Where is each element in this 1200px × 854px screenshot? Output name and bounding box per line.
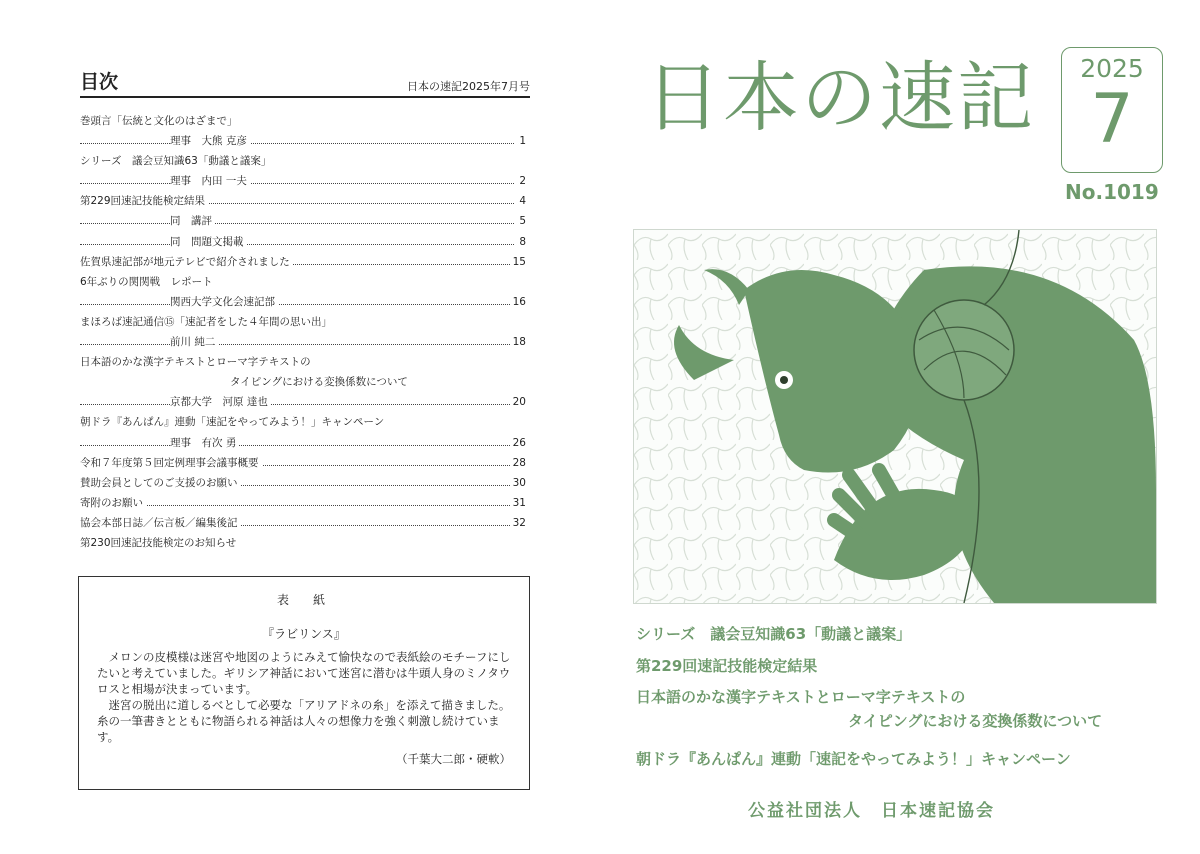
toc-entry-page: 16 — [510, 292, 526, 312]
toc-entry-title: シリーズ 議会豆知識63「動議と議案」 — [80, 151, 274, 171]
publisher-name: 公益社団法人 日本速記協会 — [748, 801, 995, 821]
toc-entry — [80, 232, 526, 252]
toc-entry-title: まほろば速記通信⑮「速記者をした４年間の思い出」 — [80, 312, 335, 332]
toc-entry-title: 同 講評 — [170, 211, 215, 231]
toc-entry-title: 令和７年度第５回定例理事会議事概要 — [80, 453, 262, 473]
cover-note-paragraph: メロンの皮模様は迷宮や地図のようにみえて愉快なので表紙絵のモチーフにしたいと考えていました。ギリシア神話において迷宮に潜むは牛頭人身のミノタウロスと相場が決まっています。 — [97, 650, 511, 696]
toc-entry — [80, 111, 526, 131]
toc-entry — [80, 473, 526, 493]
toc-entry-page: 20 — [510, 392, 526, 412]
toc-entry — [80, 171, 526, 191]
toc-entry-page: 8 — [516, 232, 526, 252]
toc-entry-title: 巻頭言「伝統と文化のはざまで」 — [80, 111, 241, 131]
cover-illustration — [633, 229, 1157, 604]
cover-headline: シリーズ 議会豆知識63「動議と議案」 — [636, 625, 912, 643]
toc-entry — [80, 533, 526, 553]
toc-entry-title: 佐賀県速記部が地元テレビで紹介されました — [80, 252, 293, 272]
cover-note-subtitle: 『ラビリンス』 — [262, 627, 346, 641]
toc-entry-page: 18 — [510, 332, 526, 352]
toc-entry-title: 第230回速記技能検定のお知らせ — [80, 533, 239, 553]
toc-entry-page: 2 — [516, 171, 526, 191]
toc-entry-title: 理事 有次 勇 — [170, 433, 239, 453]
toc-entry — [80, 211, 526, 231]
cover-note-credit: （千葉大二郎・硬軟） — [396, 752, 511, 766]
minotaur-illustration — [634, 230, 1156, 603]
toc-entry-title: 朝ドラ『あんぱん』連動「速記をやってみよう！」キャンペーン — [80, 412, 387, 432]
cover-headline: タイピングにおける変換係数について — [848, 712, 1103, 730]
issue-year: 2025 — [1080, 54, 1144, 83]
toc-entry-title: 前川 純二 — [170, 332, 218, 352]
toc-entry — [80, 312, 526, 332]
toc-entry-title: 理事 大熊 克彦 — [170, 131, 250, 151]
toc-entry — [80, 191, 526, 211]
toc-entry-title: 第229回速記技能検定結果 — [80, 191, 208, 211]
cover-note-heading: 表 紙 — [276, 593, 331, 607]
toc-entry — [80, 332, 526, 352]
toc-entry-page: 5 — [516, 211, 526, 231]
magazine-title: 日本の速記 — [645, 53, 1035, 142]
issue-month: 7 — [1090, 80, 1134, 159]
toc-entry — [80, 392, 526, 412]
toc-entry — [80, 453, 526, 473]
toc-entry — [80, 352, 526, 372]
issue-number: No.1019 — [1065, 180, 1159, 204]
toc-entry-page: 26 — [510, 433, 526, 453]
cover-note-box — [78, 576, 530, 790]
toc-entry — [80, 151, 526, 171]
toc-entry-page: 1 — [516, 131, 526, 151]
toc-entry-title: 寄附のお願い — [80, 493, 146, 513]
cover-headline: 日本語のかな漢字テキストとローマ字テキストの — [636, 688, 966, 706]
issue-box — [1061, 47, 1163, 173]
cover-note-paragraph: 迷宮の脱出に道しるべとして必要な「アリアドネの糸」を添えて描きました。糸の一筆書きとともに物語られる神話は人々の想像力を強く刺激し続けています。 — [97, 698, 511, 744]
toc-list — [80, 111, 526, 553]
toc-entry-page: 32 — [510, 513, 526, 533]
toc-entry — [80, 412, 526, 432]
toc-entry — [80, 272, 526, 292]
toc-entry — [80, 252, 526, 272]
toc-entry-page: 28 — [510, 453, 526, 473]
toc-entry-page: 31 — [510, 493, 526, 513]
toc-issue-label: 日本の速記2025年7月号 — [407, 80, 530, 93]
cover-note-body — [97, 649, 515, 745]
toc-entry — [80, 131, 526, 151]
toc-entry — [80, 433, 526, 453]
toc-entry-title: 理事 内田 一夫 — [170, 171, 250, 191]
toc-entry-title: 京都大学 河原 達也 — [170, 392, 271, 412]
toc-entry-page: 30 — [510, 473, 526, 493]
cover-headline: 第229回速記技能検定結果 — [636, 657, 818, 675]
toc-title: 目次 — [80, 71, 119, 93]
toc-entry-title: 6年ぶりの関関戦 レポート — [80, 272, 216, 292]
toc-entry-title: タイピングにおける変換係数について — [230, 372, 411, 392]
toc-entry-title: 関西大学文化会速記部 — [170, 292, 278, 312]
toc-entry-page: 15 — [510, 252, 526, 272]
toc-entry-page: 4 — [516, 191, 526, 211]
toc-entry — [80, 292, 526, 312]
toc-entry-title: 賛助会員としてのご支援のお願い — [80, 473, 241, 493]
toc-entry — [80, 513, 526, 533]
toc-entry — [80, 493, 526, 513]
toc-entry — [80, 372, 526, 392]
toc-header — [80, 70, 530, 98]
toc-entry-title: 協会本部日誌／伝言板／編集後記 — [80, 513, 241, 533]
toc-entry-title: 日本語のかな漢字テキストとローマ字テキストの — [80, 352, 314, 372]
toc-entry-title: 同 問題文掲載 — [170, 232, 247, 252]
cover-headline: 朝ドラ『あんぱん』連動「速記をやってみよう！」キャンペーン — [636, 750, 1071, 768]
